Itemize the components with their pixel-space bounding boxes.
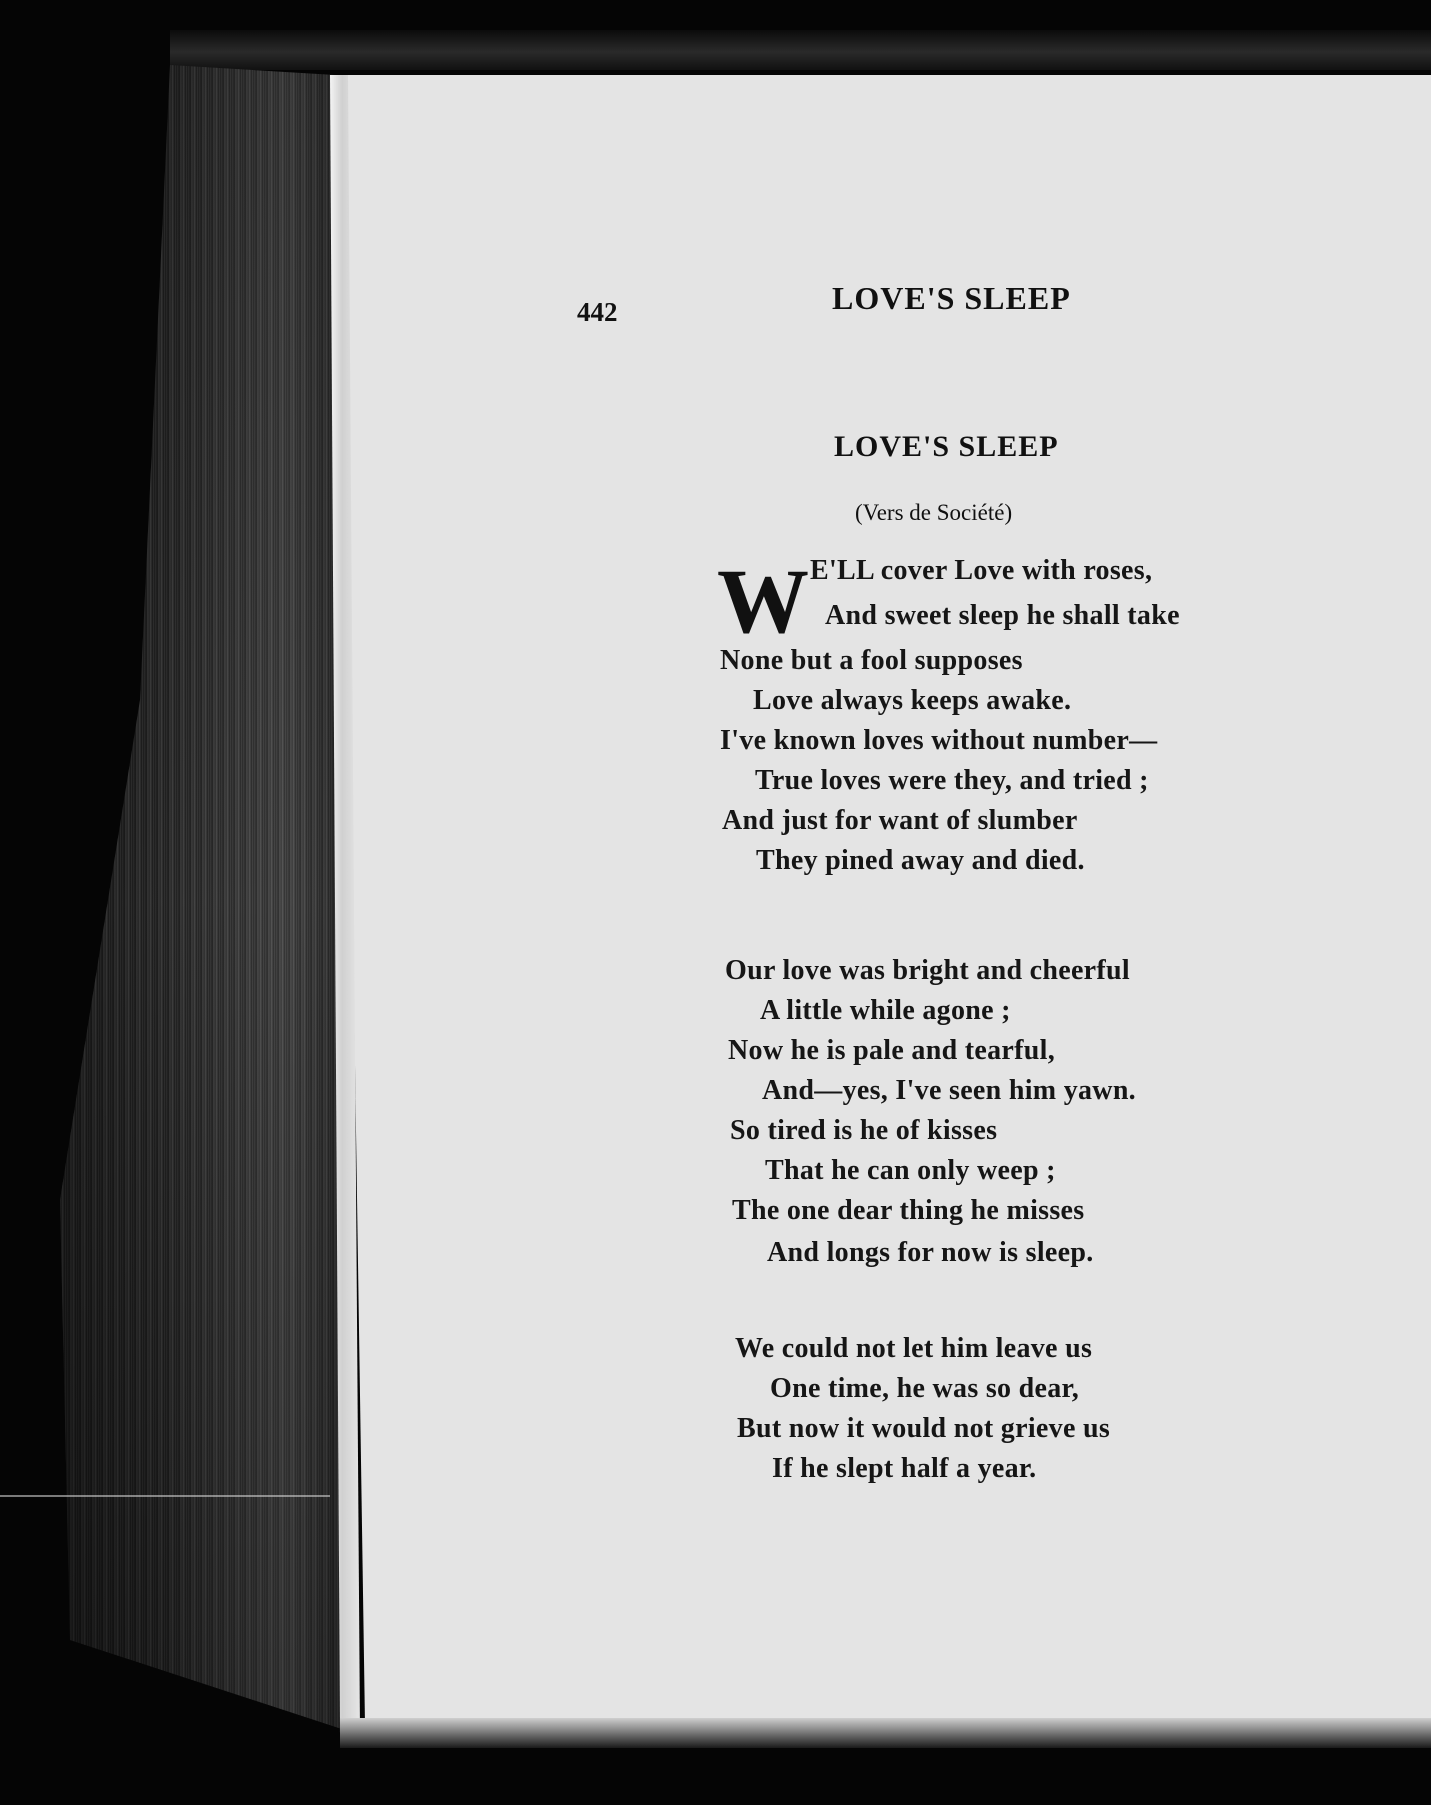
poem-line: Now he is pale and tearful, [728,1035,1055,1066]
poem-line: They pined away and died. [756,845,1085,876]
poem-line: Love always keeps awake. [753,685,1072,716]
poem-line: And—yes, I've seen him yawn. [762,1075,1136,1106]
book-top-edge [170,30,1431,70]
scan-artifact-line [0,1495,330,1497]
poem-line: A little while agone ; [760,995,1011,1026]
poem-line: So tired is he of kisses [730,1115,998,1146]
poem-line: That he can only weep ; [765,1155,1056,1186]
poem-line: True loves were they, and tried ; [755,765,1149,796]
poem-line: E'LL cover Love with roses, [810,555,1153,586]
poem-line: But now it would not grieve us [737,1413,1111,1444]
poem-line: And just for want of slumber [722,805,1078,836]
running-head: LOVE'S SLEEP [832,280,1071,316]
poem-line: And sweet sleep he shall take [825,600,1180,631]
poem-line: One time, he was so dear, [770,1373,1080,1404]
poem-line: We could not let him leave us [735,1333,1093,1364]
poem-line: And longs for now is sleep. [767,1237,1094,1268]
poem-line: None but a fool supposes [720,645,1023,676]
drop-cap: W [717,550,809,652]
poem-subtitle: (Vers de Société) [855,500,1013,525]
book-page [340,75,1431,1735]
poem-line: The one dear thing he misses [732,1195,1085,1226]
poem-title: LOVE'S SLEEP [834,430,1059,463]
page-number: 442 [577,297,618,327]
poem-line: If he slept half a year. [772,1453,1037,1484]
poem-line: Our love was bright and cheerful [725,955,1130,986]
book-bottom-edge [340,1718,1431,1748]
poem-line: I've known loves without number— [720,725,1158,756]
